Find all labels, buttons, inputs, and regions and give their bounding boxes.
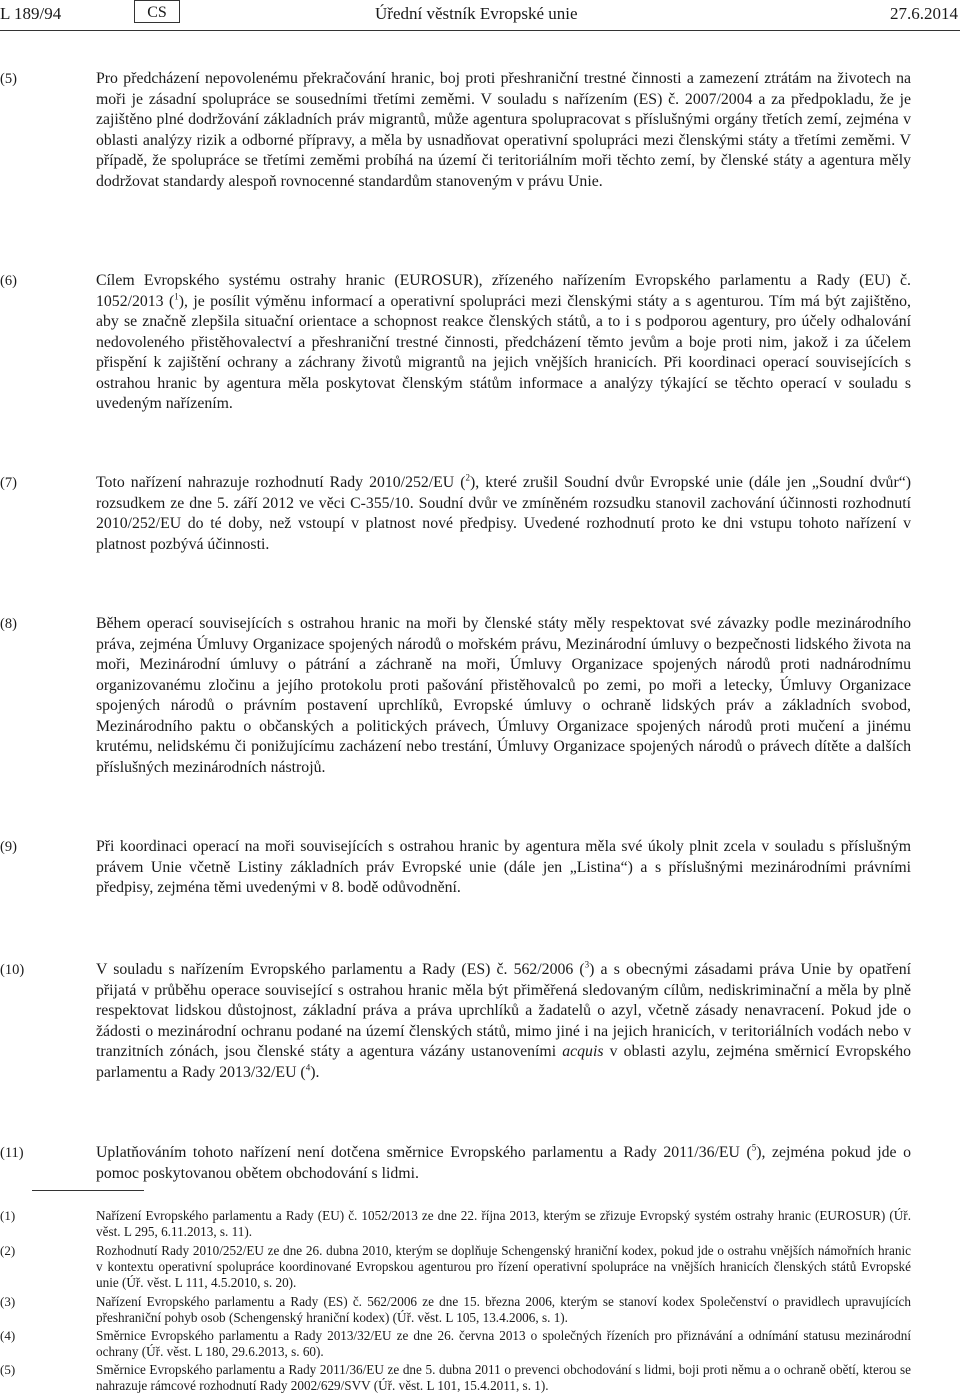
footnote-ref[interactable]: 4: [305, 1062, 311, 1073]
recital-text-part: Uplatňováním tohoto nařízení není dotčena směrnice Evropského parlamentu a Rady 2011/36/EU (: [96, 1144, 752, 1161]
recital-number: (6): [0, 273, 17, 289]
recital-italic-term: acquis: [562, 1043, 604, 1060]
recital-text: [96, 271, 911, 415]
recital-text-part: ).: [310, 1063, 320, 1081]
recital-number: (5): [0, 71, 17, 87]
footnote-ref[interactable]: 5: [751, 1142, 757, 1153]
footnote-number: (1): [0, 1208, 16, 1223]
journal-title: Úřední věstník Evropské unie: [375, 4, 578, 23]
recital-text: [96, 473, 911, 555]
footnote-text: Nařízení Evropského parlamentu a Rady (EU) č. 1052/2013 ze dne 22. října 2013, kterým se zřizuje Evropský systém ostrahy hranic (EUROSUR) (Úř. věst. L 295, 6.11.2013, s. 11).: [96, 1208, 911, 1239]
recital-text-part: v oblasti azylu, zejména směrnicí Evropského parlamentu a Rady 2013/32/EU (: [96, 1043, 911, 1081]
recital-number: (7): [0, 475, 17, 491]
publication-date: 27.6.2014: [890, 4, 958, 23]
recital-number: (10): [0, 962, 25, 978]
footnote-number: (5): [0, 1362, 16, 1377]
footnote-text: Rozhodnutí Rady 2010/252/EU ze dne 26. dubna 2010, kterým se doplňuje Schengenský hraniční kodex, pokud jde o ostrahu vnějších námořních hranic v kontextu operativní spolupráce koordinované Evropskou agenturou pro řízení operativní spolupráce na vnějších hranicích členských států Evropské unie (Úř. věst. L 111, 4.5.2010, s. 20).: [96, 1243, 911, 1290]
recital-text-part: ), je posílit výměnu informací a operativní spolupráci mezi členskými státy a s agenturou. Tím má být zajištěno, aby se značně zlepšila situační orientace a schopnost reakce členských států, a to i s podporou agentury, pro účely odhalování nedovoleného přistěhovalectví a přeshraniční trestné činnosti, předcházení těmto jevům a boje proti nim, jakož i za účelem přispění k zajištění ochrany a záchrany životů migrantů na jejich vnějších hranicích. Při koordinaci operací souvisejících s ostrahou hranic by agentura měla poskytovat členským státům informace a analýzy týkající se těchto operací v souladu s uvedeným nařízením.: [96, 292, 911, 412]
recital-text-part: ), zejména pokud jde o pomoc poskytovanou obětem obchodování s lidmi.: [96, 1144, 911, 1182]
recital-text: [96, 960, 911, 1083]
recital-number: (11): [0, 1145, 24, 1161]
footnote-separator: [32, 1190, 144, 1191]
recital-text-part: V souladu s nařízením Evropského parlamentu a Rady (ES) č. 562/2006 (: [96, 961, 585, 978]
footnote-ref[interactable]: 1: [174, 291, 179, 302]
language-badge: CS: [134, 0, 180, 23]
footnote-text: Nařízení Evropského parlamentu a Rady (ES) č. 562/2006 ze dne 15. března 2006, kterým se stanoví kodex Společenství o pravidlech upravujících přeshraniční pohyb osob (Schengenský hraniční kodex) (Úř. věst. L 105, 13.4.2006, s. 1).: [96, 1294, 911, 1325]
recital-text: [96, 1143, 911, 1184]
footnote-number: (3): [0, 1294, 16, 1309]
recital-number: (9): [0, 839, 17, 855]
footnote-ref[interactable]: 3: [584, 959, 590, 970]
footnote-ref[interactable]: 2: [465, 472, 471, 483]
recital-number: (8): [0, 616, 17, 632]
recital-text-part: Cílem Evropského systému ostrahy hranic (EUROSUR), zřízeného nařízením Evropského parlamentu a Rady (EU) č. 1052/2013 (: [96, 272, 911, 310]
recital-text: Při koordinaci operací na moři souvisejících s ostrahou hranic by agentura měla své úkoly plnit zcela v souladu s příslušným právem Unie včetně Listiny základních práv Evropské unie (dále jen „Listina“) a s příslušnými mezinárodními právními předpisy, zejména těmi uvedenými v 8. bodě odůvodnění.: [96, 838, 911, 896]
header-rule: [0, 30, 960, 31]
recital-text-part: ), které zrušil Soudní dvůr Evropské unie (dále jen „Soudní dvůr“) rozsudkem ze dne 5. září 2012 ve věci C-355/10. Soudní dvůr ve zmíněném rozsudku stanovil zachování účinnosti rozhodnutí 2010/252/EU do té doby, než vstoupí v platnost nové předpisy. Uvedené rozhodnutí proto ke dni vstupu tohoto nařízení v platnost pozbývá účinnosti.: [96, 474, 911, 553]
page-header: [0, 0, 960, 30]
recital-text: Pro předcházení nepovolenému překračování hranic, boj proti přeshraniční trestné činnosti a zamezení ztrátám na životech na moři je zásadní spolupráce se sousedními třetími zeměmi. V souladu s nařízením (ES) č. 2007/2004 a za předpokladu, že je zajištěno plné dodržování základních práv migrantů, může agentura spolupracovat s příslušnými orgány třetích zemí, zejména v oblasti analýzy rizik a odborné přípravy, a měla by usnadňovat operativní spolupráci mezi členskými státy a třetími zeměmi. V případě, že spolupráce se třetími zeměmi probíhá na území či teritoriálním moři těchto zemí, by členské státy a agentura měly dodržovat standardy alespoň rovnocenné standardům stanoveným v právu Unie.: [96, 70, 911, 190]
footnote-number: (4): [0, 1328, 16, 1343]
page-reference: L 189/94: [0, 4, 62, 23]
footnote-text: Směrnice Evropského parlamentu a Rady 2013/32/EU ze dne 26. června 2013 o společných řízeních pro přiznávání a odnímání statusu mezinárodní ochrany (Úř. věst. L 180, 29.6.2013, s. 60).: [96, 1328, 911, 1359]
recital-text-part: Toto nařízení nahrazuje rozhodnutí Rady 2010/252/EU (: [96, 474, 466, 491]
footnote-text: Směrnice Evropského parlamentu a Rady 2011/36/EU ze dne 5. dubna 2011 o prevenci obchodování s lidmi, boji proti němu a o ochraně obětí, kterou se nahrazuje rámcové rozhodnutí Rady 2002/629/SVV (Úř. věst. L 101, 15.4.2011, s. 1).: [96, 1362, 911, 1393]
footnote-number: (2): [0, 1243, 16, 1258]
recital-text: Během operací souvisejících s ostrahou hranic na moři by členské státy měly respektovat své závazky podle mezinárodního práva, zejména Úmluvy Organizace spojených národů o mořském právu, Mezinárodní úmluvy o bezpečnosti lidského života na moři, Mezinárodní úmluvy o pátrání a záchraně na moři, Úmluvy Organizace spojených národů proti nadnárodnímu organizovanému zločinu a jejího protokolu proti pašování přistěhovalců po zemi, po moři a letecky, Úmluvy Organizace spojených národů o právním postavení uprchlíků, Evropské úmluvy o ochraně lidských práv a základních svobod, Mezinárodního paktu o občanských a politických právech, Úmluvy Organizace spojených národů proti mučení a jinému krutému, nelidskému či ponižujícímu zacházení nebo trestání, Úmluvy Organizace spojených národů o právech dítěte a dalších příslušných mezinárodních nástrojů.: [96, 615, 911, 776]
recital-text-part: ) a s obecnými zásadami práva Unie by opatření přijatá v průběhu operace související s ostrahou hranic měla být přiměřená sledovaným cílům, nediskriminační a měla by plně respektovat lidskou důstojnost, základní práva a práva uprchlíků a žadatelů o azyl, včetně zásady nenavracení. Pokud jde o žádosti o mezinárodní ochranu podané na území členských států, mimo jiné i na jejich hranicích, v teritoriálních vodách nebo v tranzitních zónách, jsou členské státy a agentura vázány ustanoveními: [96, 961, 911, 1060]
